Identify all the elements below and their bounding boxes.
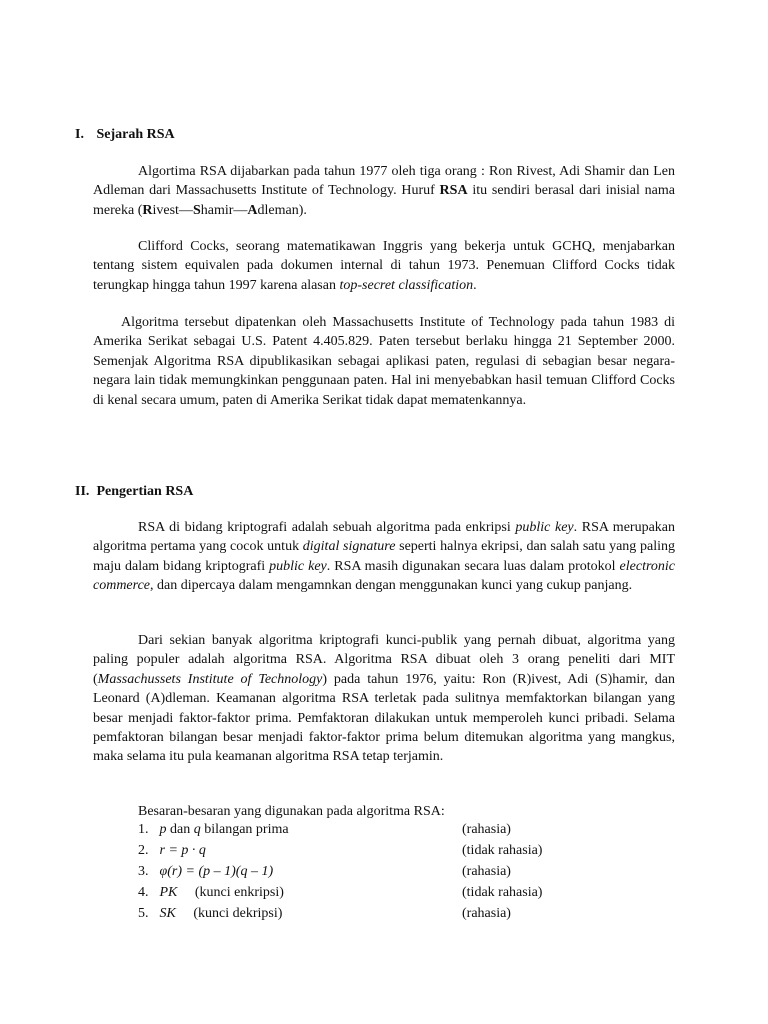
italic-term: top-secret classification	[339, 277, 474, 293]
text-run: dan	[166, 822, 194, 837]
paragraph-rsa-definition	[93, 518, 675, 596]
math-var: PK	[159, 885, 178, 900]
section-title: Pengertian RSA	[96, 484, 194, 499]
list-item	[138, 841, 678, 862]
list-intro: Besaran-besaran yang digunakan pada algoritma RSA:	[138, 804, 445, 819]
text-run: . RSA masih digunakan secara luas dalam protokol	[326, 558, 620, 574]
list-formula	[156, 883, 462, 904]
text-run: Dari sekian banyak algoritma kriptografi kunci-publik yang pernah dibuat, algoritma yang paling populer adalah algoritma RSA. Algoritma RSA dibuat oleh 3 orang peneliti dari MIT (	[93, 633, 675, 687]
section-heading-sejarah	[75, 125, 175, 144]
text-run: , dan dipercaya dalam mengamnkan dengan menggunakan kunci yang cukup panjang.	[150, 578, 633, 594]
text-run: itu sendiri berasal dari inisial nama mereka (	[93, 183, 675, 218]
math-formula: r = p · q	[159, 843, 206, 858]
paragraph-patent: Algoritma tersebut dipatenkan oleh Massachusetts Institute of Technology pada tahun 1983 di Amerika Serikat sebagai U.S. Patent 4.405.829. Paten tersebut berlaku hingga 21 September 2000. Semenjak Algoritma RSA dipublikasikan sebagai aplikasi paten, regulasi di sebagian besar negara-negara lain tidak memungkinkan penggunaan paten. Hal ini menyebabkan hasil temuan Clifford Cocks di kenal secara umum, paten di Amerika Serikat tidak dapat mematenkannya.	[93, 315, 675, 408]
secrecy-status: (tidak rahasia)	[462, 843, 543, 858]
text-run: ivest—	[152, 202, 193, 218]
math-var: p	[159, 822, 167, 837]
text-run: ) pada tahun 1976, yaitu: Ron (R)ivest, Adi (S)hamir, dan Leonard (A)dleman. Keamanan algoritma RSA terletak pada sulitnya memfaktorkan bilangan yang besar menjadi faktor-faktor prima. Pemfaktoran dilakukan untuk memperoleh kunci pribadi. Selama pemfaktoran bilangan besar menjadi faktor-faktor prima belum ditemukan algoritma yang mangkus, maka selama itu pula keamanan algoritma RSA tetap terjamin.	[93, 671, 675, 765]
math-var: q	[193, 822, 201, 837]
list-number: 1.	[138, 822, 149, 837]
list-item	[138, 820, 678, 841]
text-run: bilangan prima	[200, 822, 289, 837]
text-run: hamir—	[200, 202, 248, 218]
italic-term: public key	[269, 558, 327, 574]
paragraph-rsa-popularity	[93, 631, 675, 767]
bold-initial-r: R	[142, 202, 153, 218]
list-formula	[156, 841, 462, 862]
bold-initial-s: S	[192, 202, 201, 218]
secrecy-status: (rahasia)	[462, 822, 511, 837]
rsa-quantities-list	[138, 820, 678, 925]
secrecy-status: (tidak rahasia)	[462, 885, 543, 900]
text-run: Clifford Cocks, seorang matematikawan Inggris yang bekerja untuk GCHQ, menjabarkan tentang sistem equivalen pada dokumen internal di tahun 1973. Penemuan Clifford Cocks tidak terungkap hingga tahun 1997 karena alasan	[93, 239, 675, 293]
italic-term: Massachussets Institute of Technology	[97, 671, 323, 687]
secrecy-status: (rahasia)	[462, 864, 511, 879]
text-run: Algortima RSA dijabarkan pada tahun 1977 oleh tiga orang : Ron Rivest, Adi Shamir dan Len Adleman dari Massachusetts Institute of Technology. Huruf	[93, 164, 675, 199]
secrecy-status: (rahasia)	[462, 906, 511, 921]
math-formula: φ(r) = (p – 1)(q – 1)	[159, 864, 274, 879]
italic-term: electronic commerce	[93, 558, 675, 594]
list-number: 5.	[138, 906, 149, 921]
list-formula	[156, 862, 462, 883]
text-run: . RSA merupakan algoritma pertama yang cocok untuk	[93, 520, 675, 555]
section-number: II.	[75, 484, 90, 499]
list-item	[138, 904, 678, 925]
list-number: 2.	[138, 843, 149, 858]
italic-term: digital signature	[302, 539, 396, 555]
list-number: 3.	[138, 864, 149, 879]
text-run: RSA di bidang kriptografi adalah sebuah algoritma pada enkripsi	[138, 520, 516, 535]
text-run: .	[473, 277, 477, 293]
text-run: (kunci dekripsi)	[175, 906, 283, 921]
bold-initial-a: A	[247, 202, 258, 218]
italic-term: public key	[515, 520, 574, 535]
text-run: (kunci enkripsi)	[177, 885, 284, 900]
paragraph-rsa-origin	[93, 162, 675, 220]
bold-rsa: RSA	[439, 183, 468, 199]
list-item	[138, 862, 678, 883]
list-item	[138, 883, 678, 904]
section-heading-pengertian	[75, 482, 193, 501]
list-number: 4.	[138, 885, 149, 900]
list-formula	[156, 820, 462, 841]
paragraph-clifford-cocks	[93, 237, 675, 295]
section-number: I.	[75, 127, 84, 142]
text-run: seperti halnya ekripsi, dan salah satu yang paling maju dalam bidang kriptografi	[93, 539, 676, 574]
math-var: SK	[159, 906, 176, 921]
section-title: Sejarah RSA	[96, 127, 175, 142]
text-run: dleman).	[257, 202, 307, 218]
list-formula	[156, 904, 462, 925]
